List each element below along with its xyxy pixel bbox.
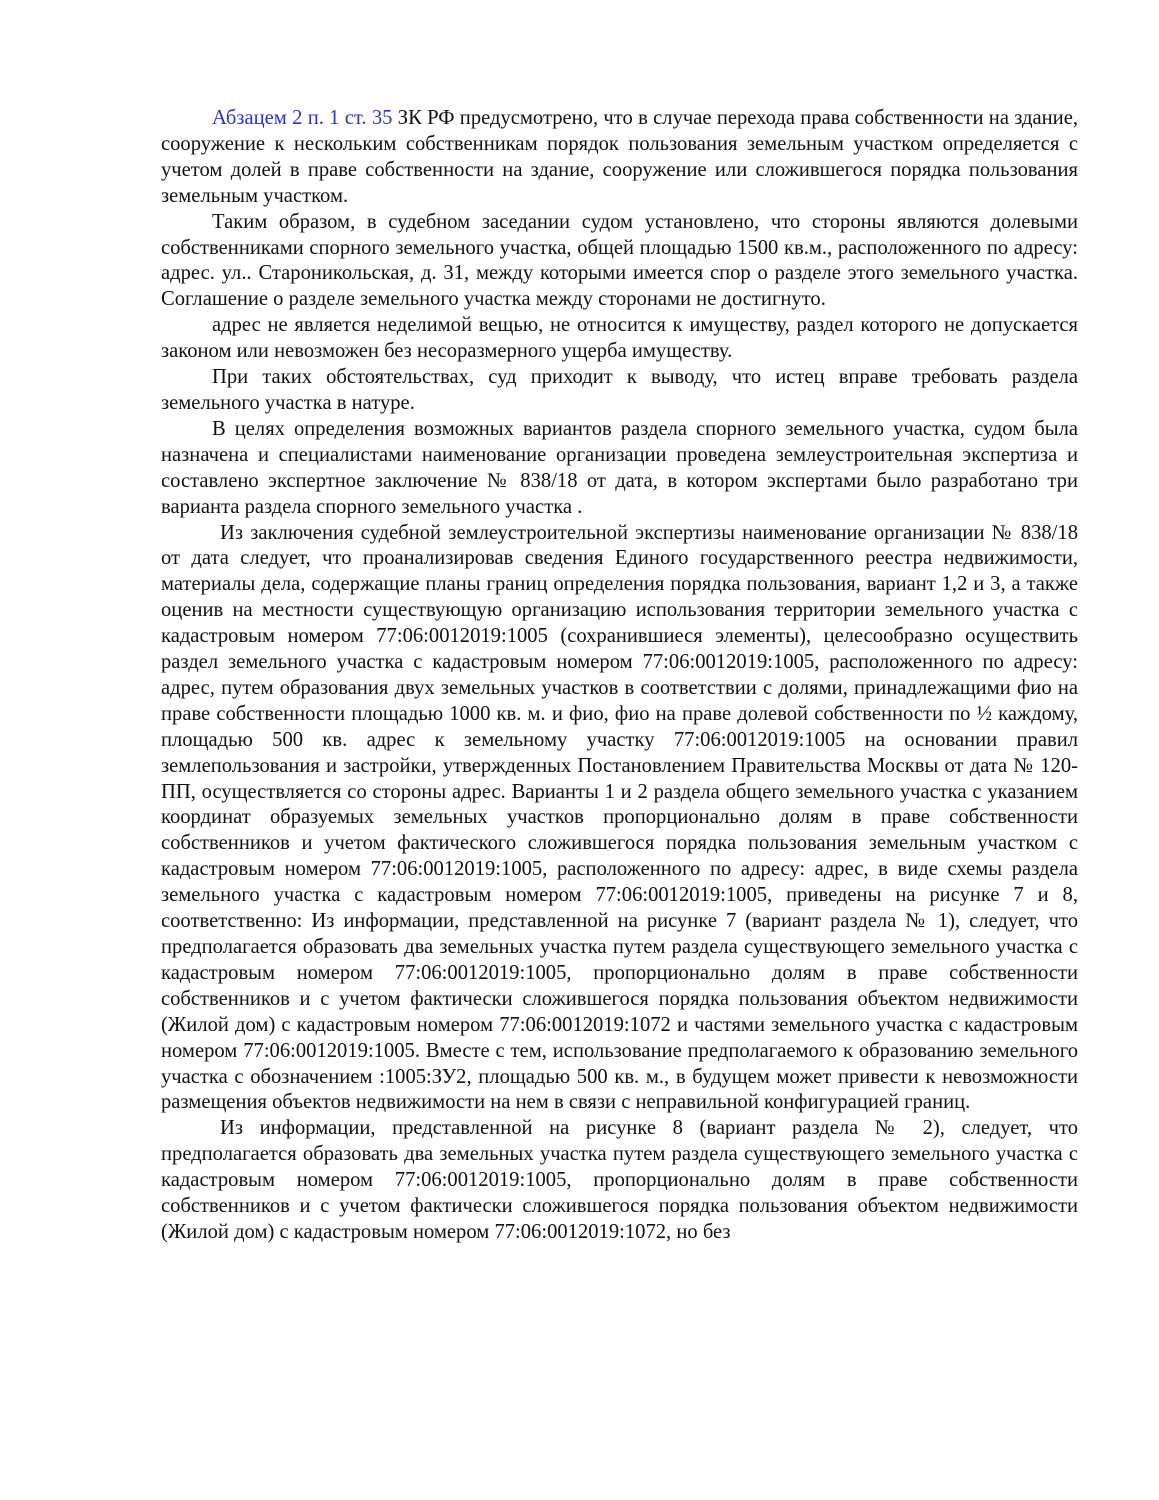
paragraph-4: При таких обстоятельствах, суд приходит к выводу, что истец вправе требовать раздела земельного участка в натуре. [161,366,1078,414]
paragraph-2: Таким образом, в судебном заседании судом установлено, что стороны являются долевыми собственниками спорного земельного участка, общей площадью 1500 кв.м., расположенного по адресу: адрес. ул.. Староникольская, д. 31, между которыми имеется спор о разделе этого земельного участка. Соглашение о разделе земельного участка между сторонами не достигнуто. [161,210,1078,311]
document-page [161,106,1078,1246]
paragraph-6: Из заключения судебной землеустроительной экспертизы наименование организации № 838/18 от дата следует, что проанализировав сведения Единого государственного реестра недвижимости, материалы дела, содержащие планы границ определения порядка пользования, вариант 1,2 и 3, а также оценив на местности существующую организацию использования территории земельного участка с кадастровым номером 77:06:0012019:1005 (сохранившиеся элементы), целесообразно осуществить раздел земельного участка с кадастровым номером 77:06:0012019:1005, расположенного по адресу: адрес, путем образования двух земельных участков в соответствии с долями, принадлежащими фио на праве собственности площадью 1000 кв. м. и фио, фио на праве долевой собственности по ½ каждому, площадью 500 кв. адрес к земельному участку 77:06:0012019:1005 на основании правил землепользования и застройки, утвержденных Постановлением Правительства Москвы от дата № 120-ПП, осуществляется со стороны адрес. Варианты 1 и 2 раздела общего земельного участка с указанием координат образуемых земельных участков пропорционально долям в праве собственности собственников и учетом фактического сложившегося порядка пользования земельным участком с кадастровым номером 77:06:0012019:1005, расположенного по адресу: адрес, в виде схемы раздела земельного участка с кадастровым номером 77:06:0012019:1005, приведены на рисунке 7 и 8, соответственно: Из информации, представленной на рисунке 7 (вариант раздела № 1), следует, что предполагается образовать два земельных участка путем раздела существующего земельного участка с кадастровым номером 77:06:0012019:1005, пропорционально долям в праве собственности собственников и с учетом фактически сложившегося порядка пользования объектом недвижимости (Жилой дом) с кадастровым номером 77:06:0012019:1072 и частями земельного участка с кадастровым номером 77:06:0012019:1005. Вместе с тем, использование предполагаемого к образованию земельного участка с обозначением :1005:ЗУ2, площадью 500 кв. м., в будущем может привести к невозможности размещения объектов недвижимости на нем в связи с неправильной конфигурацией границ. [161,521,1078,1114]
paragraph-5: В целях определения возможных вариантов раздела спорного земельного участка, судом была назначена и специалистами наименование организации проведена землеустроительная экспертиза и составлено экспертное заключение № 838/18 от дата, в котором экспертами было разработано три варианта раздела спорного земельного участка . [161,417,1078,518]
law-reference-link[interactable]: Абзацем 2 п. 1 ст. 35 [212,107,393,129]
paragraph-1 [161,106,1078,210]
paragraph-1-text: ЗК РФ предусмотрено, что в случае перехода права собственности на здание, сооружение к нескольким собственникам порядок пользования земельным участком определяется с учетом долей в праве собственности на здание, сооружение или сложившегося порядка пользования земельным участком. [161,107,1078,207]
paragraph-3: адрес не является неделимой вещью, не относится к имуществу, раздел которого не допускается законом или невозможен без несоразмерного ущерба имуществу. [161,314,1078,363]
paragraph-7: Из информации, представленной на рисунке 8 (вариант раздела № 2), следует, что предполагается образовать два земельных участка путем раздела существующего земельного участка с кадастровым номером 77:06:0012019:1005, пропорционально долям в праве собственности собственников и с учетом фактически сложившегося порядка пользования объектом недвижимости (Жилой дом) с кадастровым номером 77:06:0012019:1072, но без [161,1117,1078,1243]
